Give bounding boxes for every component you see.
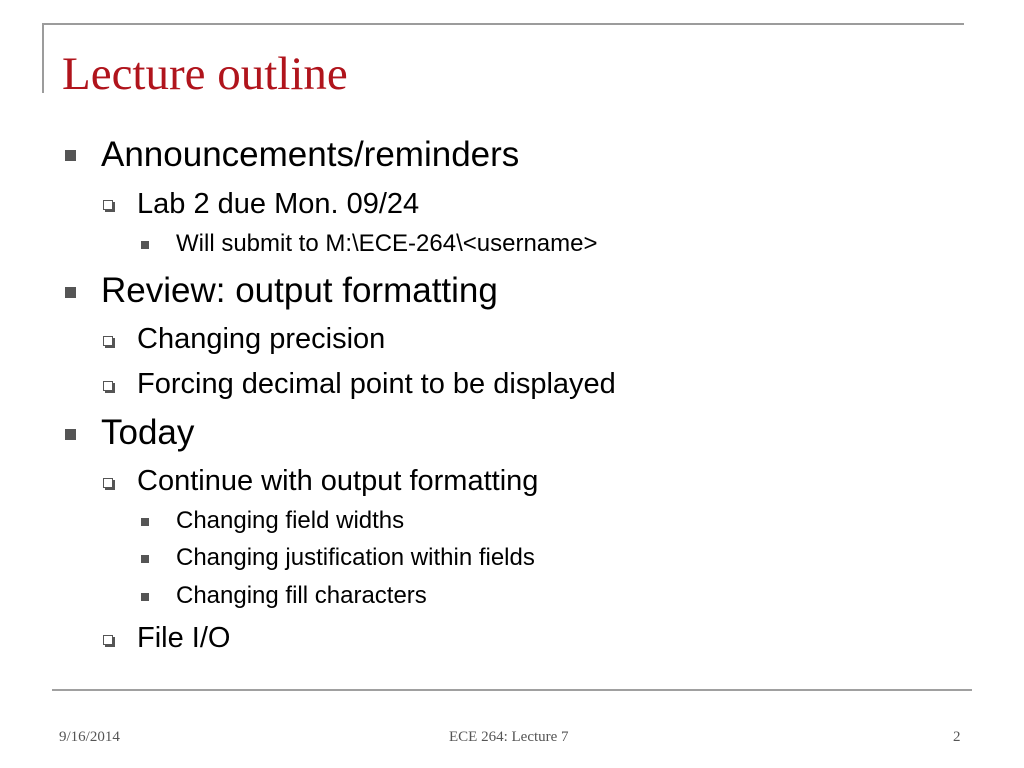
square-bullet-icon (65, 287, 76, 298)
hollow-square-bullet-icon (103, 635, 113, 645)
square-bullet-icon (65, 429, 76, 440)
outline-item-justification: Changing justification within fields (176, 544, 535, 571)
outline-item-review: Review: output formatting (101, 271, 498, 310)
slide-title: Lecture outline (62, 48, 348, 100)
outline-item-lab2: Lab 2 due Mon. 09/24 (137, 188, 420, 220)
outline-item-today: Today (101, 413, 195, 452)
outline-item-file-io: File I/O (137, 622, 231, 654)
footer-page-number: 2 (953, 729, 961, 745)
square-bullet-icon (141, 555, 149, 563)
footer-date: 9/16/2014 (59, 729, 120, 745)
outline-item-announcements: Announcements/reminders (101, 135, 520, 174)
square-bullet-icon (141, 593, 149, 601)
square-bullet-icon (141, 241, 149, 249)
outline-item-decimal-point: Forcing decimal point to be displayed (137, 368, 616, 400)
hollow-square-bullet-icon (103, 336, 113, 346)
hollow-square-bullet-icon (103, 200, 113, 210)
outline-item-submit-path: Will submit to M:\ECE-264\<username> (176, 230, 598, 257)
outline-item-precision: Changing precision (137, 323, 386, 355)
footer-course: ECE 264: Lecture 7 (449, 729, 569, 745)
outline-item-field-widths: Changing field widths (176, 507, 405, 534)
footer-rule (52, 689, 972, 691)
outline-item-continue-formatting: Continue with output formatting (137, 465, 539, 497)
outline-item-fill-characters: Changing fill characters (176, 582, 427, 609)
hollow-square-bullet-icon (103, 478, 113, 488)
hollow-square-bullet-icon (103, 381, 113, 391)
square-bullet-icon (65, 150, 76, 161)
square-bullet-icon (141, 518, 149, 526)
